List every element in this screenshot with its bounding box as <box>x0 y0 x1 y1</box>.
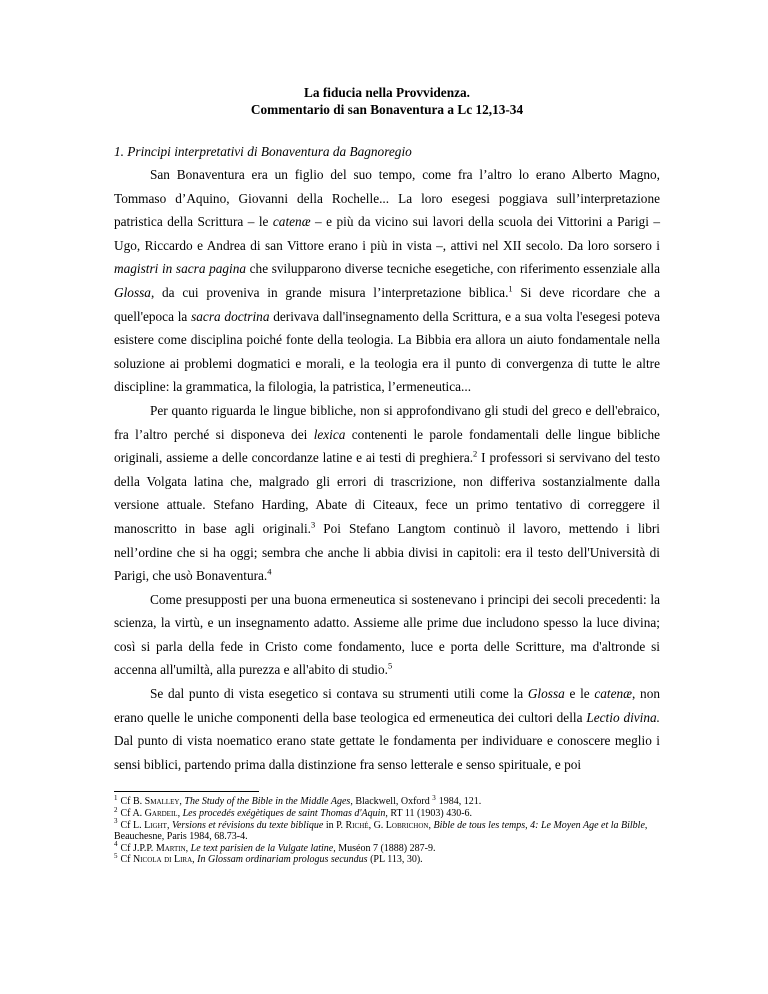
footnote-ref: 4 <box>267 566 272 577</box>
text-run: , <box>185 842 191 854</box>
text-run: – e più da vicino sui lavori della scuola dei Vittorini a Parigi – Ugo, Riccardo e Andrea di san Vittore erano i più in vista –, attivi nel XII secolo. Da loro sorsero i <box>114 214 660 253</box>
document-page <box>114 84 660 866</box>
footnote-ref: 3 <box>432 794 436 803</box>
text-run: Per quanto riguarda le lingue bibliche, non si approfondivano gli studi del greco e dell'ebraico, fra l’altro perché si disponeva dei <box>114 402 660 442</box>
author-name: Riché <box>345 819 369 831</box>
text-run: , <box>428 819 434 831</box>
text-run: Cf B. <box>120 796 145 808</box>
section-heading: 1. Principi interpretativi di Bonaventura da Bagnoregio <box>114 144 412 159</box>
document-title-line-2: Commentario di san Bonaventura a Lc 12,13-34 <box>250 102 524 117</box>
italic-text: Lectio divina. <box>586 709 661 725</box>
footnote-number: 1 <box>114 794 118 803</box>
footnote <box>114 805 660 820</box>
footnote-number: 4 <box>114 840 118 849</box>
italic-text: catenæ <box>594 686 633 702</box>
paragraph <box>114 682 660 776</box>
author-name: Smalley <box>144 796 180 808</box>
italic-text: lexica <box>313 426 346 442</box>
footnote <box>114 817 660 843</box>
text-run: (PL 113, 30). <box>367 854 423 866</box>
paragraph <box>114 163 660 399</box>
footnote-number: 5 <box>114 852 118 861</box>
text-run: , <box>166 819 172 831</box>
text-run: Come presupposti per una buona ermeneutica si sostenevano i principi dei secoli precedenti: la scienza, la virtù, e un insegnamento adatto. Assieme alle prime due includono spesso la luce divina; così si parla della fede in Cristo come fondamento, luce e porta delle Scritture, ma d'altronde si accenna all'umiltà, alla purezza e all'abito di studio. <box>114 591 660 678</box>
text-run: , da cui proveniva in grande misura l’interpretazione biblica. <box>150 284 509 300</box>
footnote-ref: 1 <box>508 283 513 294</box>
author-name: Lobrichon <box>385 819 429 831</box>
text-run: Cf L. <box>120 819 145 831</box>
paragraph <box>114 399 660 588</box>
text-run: derivava dall'insegnamento della Scrittura, e a sua volta l'esegesi poteva esistere come disciplina poiché fonte della teologia. La Bibbia era allora un aiuto fondamentale nella soluzione ai problemi dogmatici e morali, e la teologia era il punto di convergenza di tutte le altre discipline: la grammatica, la filologia, la patristica, l’ermeneutica... <box>114 308 661 395</box>
italic-text: Les procedés exégètiques de saint Thomas d'Aquin <box>182 808 386 820</box>
text-run: I professori si servivano del testo della Volgata latina che, malgrado gli errori di trascrizione, non differiva sostanzialmente dalla versione attuale. Stefano Harding, Abate di Citeaux, fece un primo tentativo di correggere il manoscritto in base agli originali. <box>114 450 660 536</box>
footnote-number: 3 <box>114 817 118 826</box>
italic-text: Le text parisien de la Vulgate latine <box>190 842 334 854</box>
italic-text: sacra doctrina <box>191 308 270 324</box>
footnote <box>114 854 660 866</box>
italic-text: In Glossam ordinariam prologus secundus <box>197 854 368 866</box>
italic-text: Glossa <box>114 284 151 300</box>
document-title-line-1: La fiducia nella Provvidenza. <box>304 85 470 100</box>
footnote <box>114 840 660 855</box>
text-run: Dal punto di vista noematico erano state gettate le fondamenta per individuare e conoscere meglio i sensi biblici, partendo prima dalla distinzione fra senso letterale e senso spirituale, e poi <box>114 733 660 772</box>
text-run: Cf <box>120 854 133 866</box>
italic-text: Bible de tous les temps, 4: Le Moyen Age et la Bilble <box>433 819 645 831</box>
italic-text: Glossa <box>527 686 565 702</box>
text-run: , Blackwell, Oxford <box>350 796 433 808</box>
text-run: San Bonaventura era un figlio del suo tempo, come fra l’altro lo erano Alberto Magno, Tommaso d’Aquino, Giovanni della Rochelle... La loro esegesi poggiava sull’interpretazione patristica della Scrittura – le <box>114 167 660 230</box>
footnote-ref: 2 <box>473 448 478 459</box>
text-run: Cf J.P.P. <box>120 842 156 854</box>
text-run: che svilupparono diverse tecniche esegetiche, con riferimento essenziale alla <box>246 261 660 277</box>
footnote-separator <box>114 791 259 792</box>
italic-text: catenæ <box>272 214 311 230</box>
text-run: Poi Stefano Langtom continuò il lavoro, mettendo i libri nell’ordine che si ha oggi; sembra che anche li abbia divisi in capitoli: era il testo dell'Università di Parigi, che usò Bonaventura. <box>114 520 660 584</box>
text-run: Se dal punto di vista esegetico si contava su strumenti utili come la <box>150 686 528 702</box>
text-run: Cf A. <box>120 808 145 820</box>
footnote-ref: 3 <box>311 519 316 530</box>
text-run: in P. <box>323 819 346 831</box>
text-run: , <box>179 796 185 808</box>
text-run: , Muséon 7 (1888) 287-9. <box>333 842 436 854</box>
text-run: , G. <box>368 819 386 831</box>
text-run: contenenti le parole fondamentali delle lingue bibliche originali, assieme a delle concordanze latine e ai testi di preghiera. <box>114 426 660 466</box>
author-name: Martin <box>155 842 186 854</box>
text-run: , Beauchesne, Paris 1984, 68.73-4. <box>114 819 648 843</box>
italic-text: The Study of the Bible in the Middle Ages <box>184 796 351 808</box>
footnote-ref: 5 <box>387 661 393 672</box>
text-run: , RT 11 (1903) 430-6. <box>385 808 473 820</box>
text-run: , <box>177 808 183 820</box>
text-run: , non erano quelle le uniche componenti della base teologica ed ermeneutica dei cultori della <box>114 686 660 725</box>
body-text <box>114 163 660 776</box>
footnote-number: 2 <box>114 805 118 814</box>
text-run: , <box>192 854 198 866</box>
author-name: Nicola di Lira <box>133 854 193 866</box>
italic-text: Versions et révisions du texte biblique <box>171 819 324 831</box>
paragraph <box>114 588 660 682</box>
italic-text: magistri in sacra pagina <box>114 261 247 277</box>
footnotes <box>114 796 660 866</box>
author-name: Light <box>144 819 167 831</box>
text-run: 1984, 121. <box>438 796 482 808</box>
footnote <box>114 796 660 808</box>
author-name: Gardeil <box>144 808 178 820</box>
text-run: Si deve ricordare che a quell'epoca la <box>114 284 660 324</box>
text-run: e le <box>564 686 595 702</box>
